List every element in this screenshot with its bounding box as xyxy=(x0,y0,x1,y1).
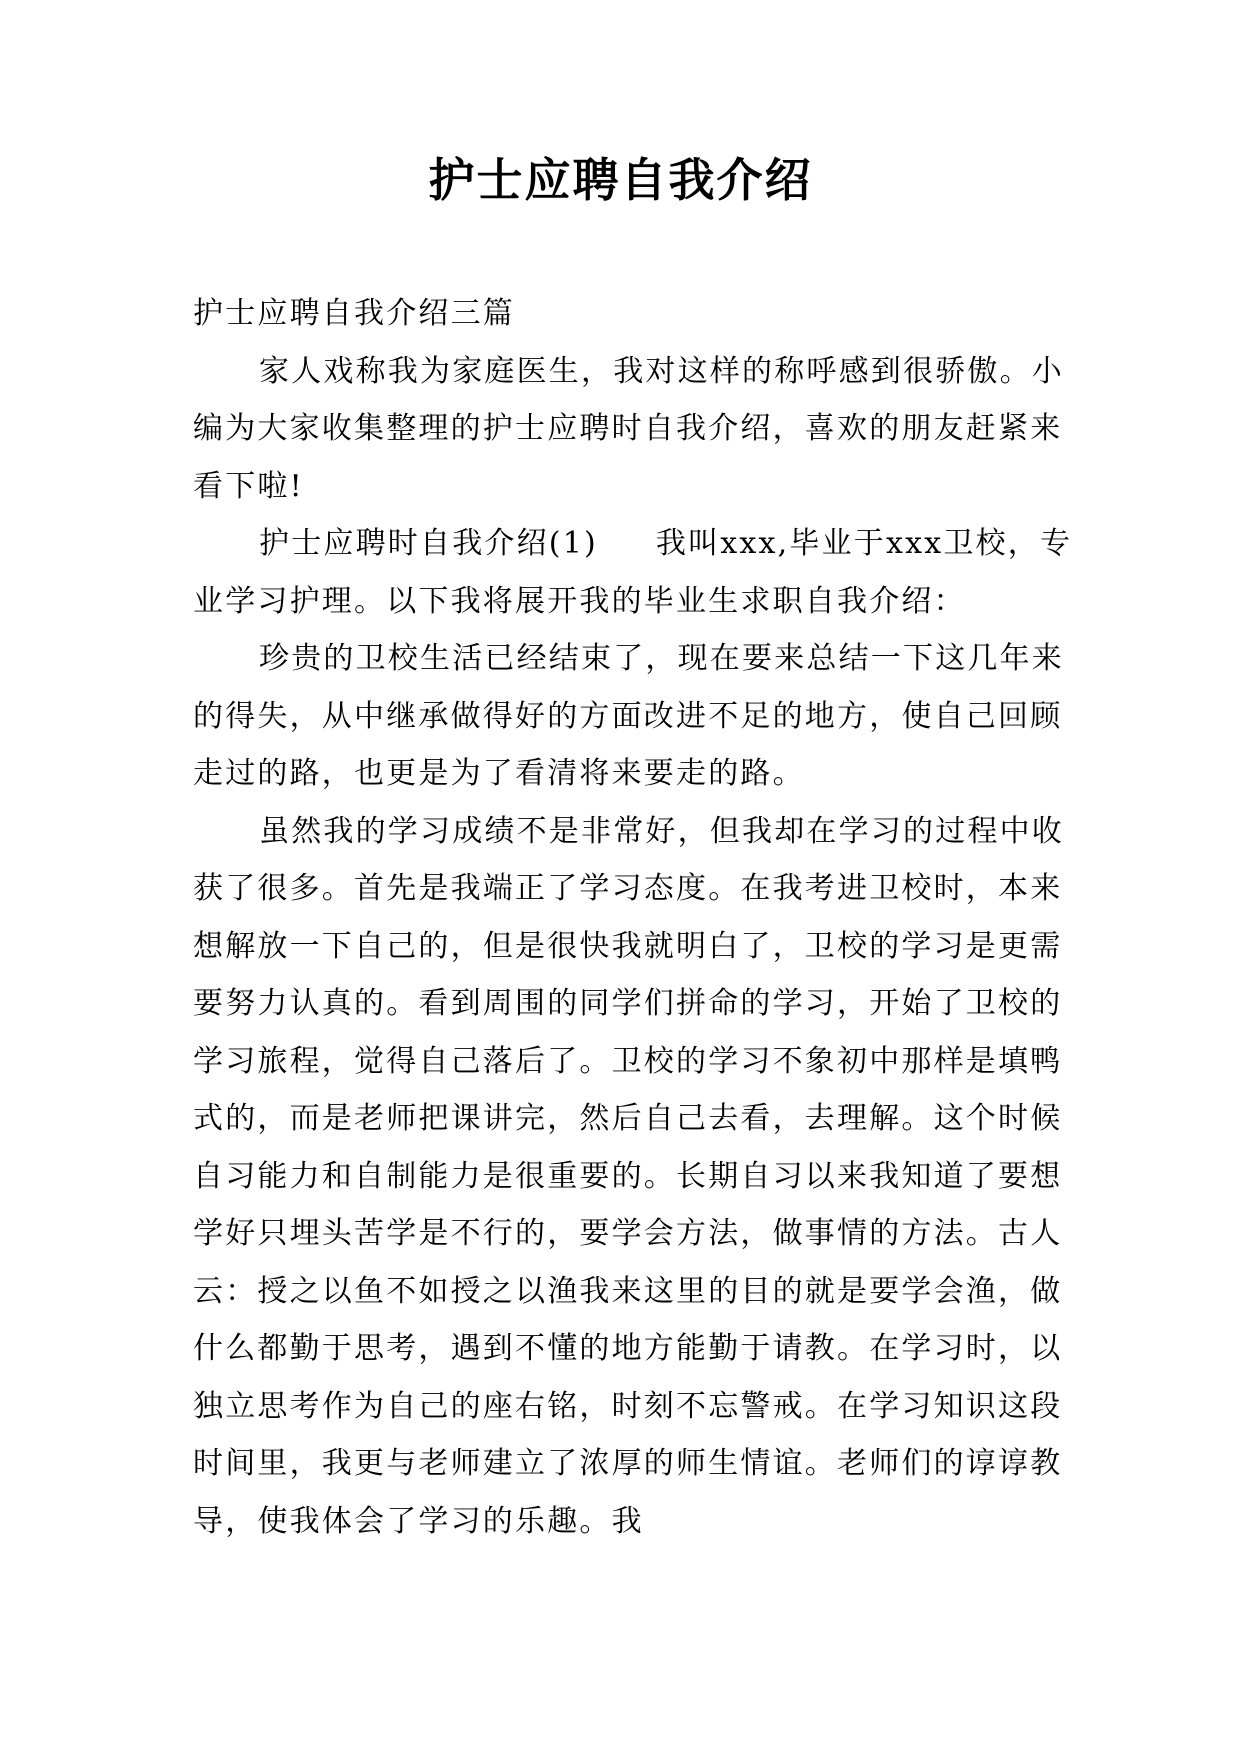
body-paragraph-2: 虽然我的学习成绩不是非常好，但我却在学习的过程中收获了很多。首先是我端正了学习态度。在我考进卫校时，本来想解放一下自己的，但是很快我就明白了，卫校的学习是更需要努力认真的。看到周围的同学们拼命的学习，开始了卫校的学习旅程，觉得自己落后了。卫校的学习不象初中那样是填鸭式的，而是老师把课讲完，然后自己去看，去理解。这个时候自习能力和自制能力是很重要的。长期自习以来我知道了要想学好只埋头苦学是不行的，要学会方法，做事情的方法。古人云：授之以鱼不如授之以渔我来这里的目的就是要学会渔，做什么都勤于思考，遇到不懂的地方能勤于请教。在学习时，以独立思考作为自己的座右铭，时刻不忘警戒。在学习知识这段时间里，我更与老师建立了浓厚的师生情谊。老师们的谆谆教导，使我体会了学习的乐趣。我 xyxy=(193,813,1064,1539)
body-paragraph-1: 珍贵的卫校生活已经结束了，现在要来总结一下这几年来的得失，从中继承做得好的方面改进不足的地方，使自己回顾走过的路，也更是为了看清将来要走的路。 xyxy=(193,641,1064,791)
section-heading: 护士应聘时自我介绍(1) xyxy=(259,526,598,561)
section-lead: 我叫xxx,毕业于xxx卫校，专业学习护理。以下我将展开我的毕业生求职自我介绍： xyxy=(193,526,1073,619)
document-title: 护士应聘自我介绍 xyxy=(428,153,813,207)
document-body xyxy=(193,285,1073,1550)
intro-paragraph: 家人戏称我为家庭医生，我对这样的称呼感到很骄傲。小编为大家收集整理的护士应聘时自我介绍，喜欢的朋友赶紧来看下啦! xyxy=(193,353,1064,504)
section-paragraph xyxy=(193,515,1073,630)
document-subtitle: 护士应聘自我介绍三篇 xyxy=(193,296,515,331)
